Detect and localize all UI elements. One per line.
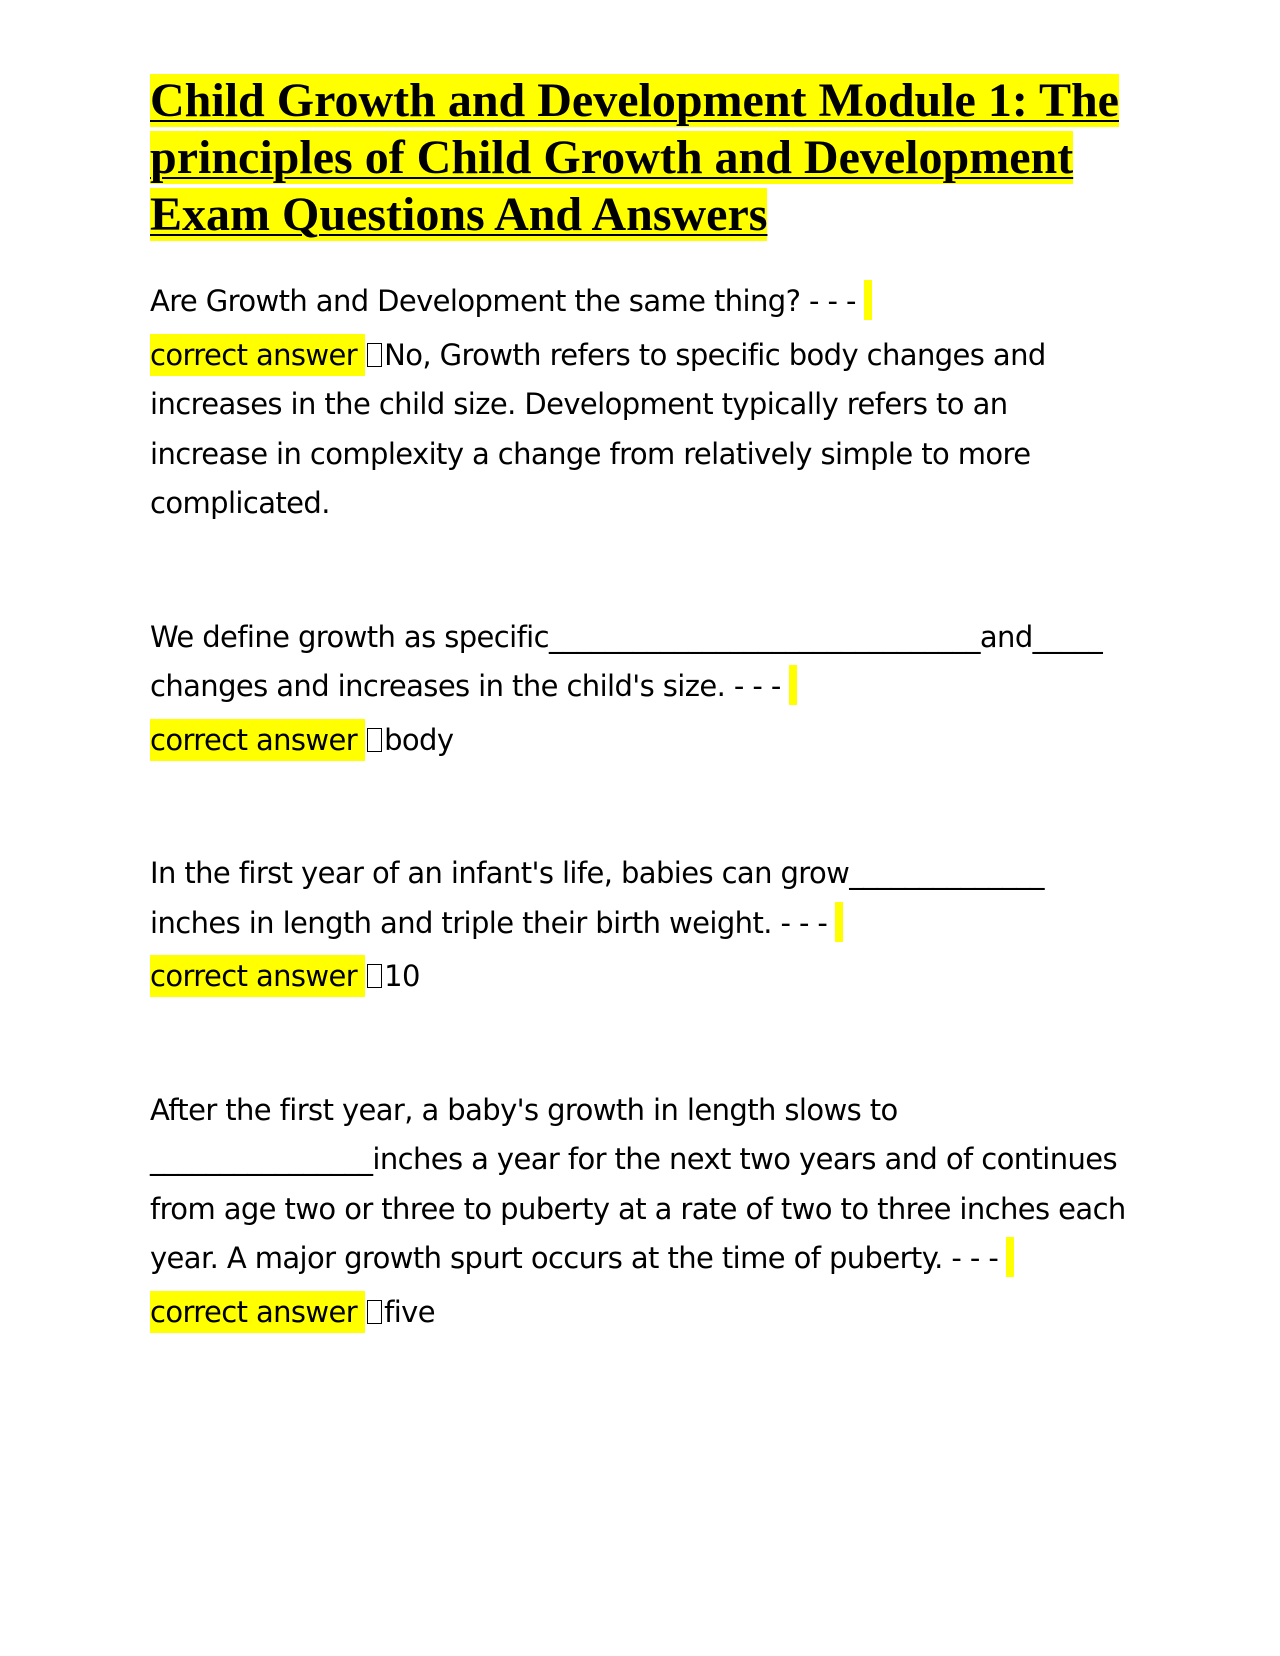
highlight-marker [864, 280, 872, 320]
answer-1 [150, 331, 1130, 529]
answer-label: correct answer [150, 334, 365, 376]
answer-1-text: No, Growth refers to specific body changes and increases in the child size. Development typically refers to an increase in complexity a change from relatively simple to more complicated. [150, 337, 1046, 520]
highlight-marker [1006, 1237, 1014, 1277]
missing-glyph-icon [367, 728, 382, 752]
qa-item-3 [150, 849, 1130, 1002]
question-1-text: Are Growth and Development the same thing? [150, 284, 801, 318]
missing-glyph-icon [367, 343, 382, 367]
missing-glyph-icon [367, 1300, 382, 1324]
question-2 [150, 613, 1130, 712]
qa-item-4 [150, 1086, 1130, 1338]
qa-item-1 [150, 277, 1130, 529]
document-title-text: Child Growth and Development Module 1: The principles of Child Growth and Development Exam Questions And Answers [150, 74, 1119, 241]
qa-item-2 [150, 613, 1130, 766]
answer-4-text: five [384, 1294, 435, 1329]
separator: - - - [951, 1241, 999, 1275]
answer-label: correct answer [150, 719, 365, 761]
separator: - - - [733, 669, 781, 703]
missing-glyph-icon [367, 964, 382, 988]
separator: - - - [780, 905, 828, 940]
question-2-text: We define growth as specific_______________________________and_____ changes and increases in the child's size. [150, 619, 1103, 703]
highlight-marker [835, 902, 843, 942]
answer-3 [150, 952, 1130, 1002]
answer-2-text: body [384, 722, 454, 757]
question-4 [150, 1086, 1130, 1284]
question-4-text: After the first year, a baby's growth in length slows to ________________inches a year for the next two years and of continues from age two or three to puberty at a rate of two to three inches each year. A major growth spurt occurs at the time of puberty. [150, 1092, 1126, 1275]
question-3 [150, 849, 1130, 948]
question-3-text: In the first year of an infant's life, babies can grow______________ inches in length and triple their birth weight. [150, 856, 1044, 940]
answer-3-text: 10 [384, 959, 420, 993]
document-title [150, 72, 1130, 243]
answer-4 [150, 1288, 1130, 1338]
answer-label: correct answer [150, 1291, 365, 1333]
document-page [150, 72, 1130, 1337]
separator: - - - [809, 284, 856, 318]
answer-label: correct answer [150, 955, 365, 997]
answer-2 [150, 716, 1130, 766]
highlight-marker [789, 665, 797, 705]
question-1 [150, 277, 1130, 327]
